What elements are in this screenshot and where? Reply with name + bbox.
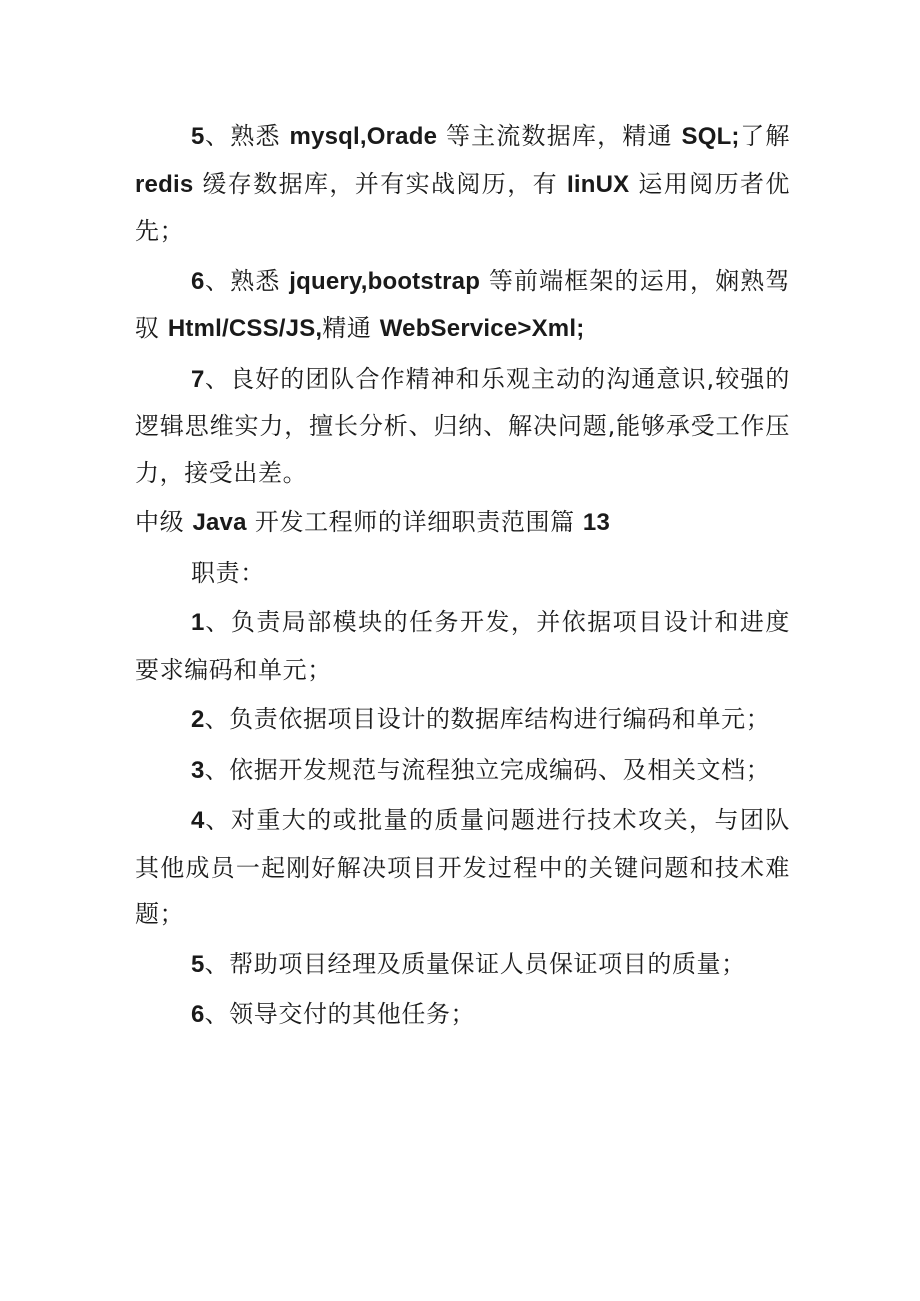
item-number: 5 <box>191 123 205 150</box>
list-item: 5、熟悉 mysql,Orade 等主流数据库，精通 SQL;了解 redis 缓存数据库，并有实战阅历，有 IinUX 运用阅历者优先； <box>135 122 791 245</box>
list-item: 1、负责局部模块的任务开发，并依据项目设计和进度要求编码和单元； <box>135 608 790 684</box>
list-item: 7、良好的团队合作精神和乐观主动的沟通意识,较强的逻辑思维实力，擅长分析、归纳、解决问题,能够承受工作压力，接受出差。 <box>135 364 790 487</box>
list-item: 3、依据开发规范与流程独立完成编码、及相关文档； <box>191 755 771 784</box>
list-item: 6、领导交付的其他任务； <box>191 1000 476 1028</box>
section-heading: 中级 Java 开发工程师的详细职责范围篇 13 <box>135 508 611 536</box>
duties-label: 职责： <box>191 558 265 587</box>
item-number: 2 <box>191 706 205 733</box>
list-item: 6、熟悉 jquery,bootstrap 等前端框架的运用，娴熟驾驭 Html/CSS/JS,精通 WebService>Xml; <box>135 266 790 342</box>
item-number: 7 <box>191 365 205 393</box>
list-item: 5、帮助项目经理及质量保证人员保证项目的质量； <box>191 949 746 978</box>
list-item: 2、负责依据项目设计的数据库结构进行编码和单元； <box>191 705 771 733</box>
item-number: 6 <box>191 267 205 295</box>
item-number: 4 <box>191 807 205 834</box>
item-number: 6 <box>191 1001 205 1028</box>
item-number: 5 <box>191 950 205 978</box>
list-item: 4、对重大的或批量的质量问题进行技术攻关，与团队其他成员一起刚好解决项目开发过程中的关键问题和技术难题； <box>135 806 790 928</box>
document-body <box>135 113 790 1042</box>
item-number: 3 <box>191 756 205 784</box>
item-number: 1 <box>191 609 205 636</box>
